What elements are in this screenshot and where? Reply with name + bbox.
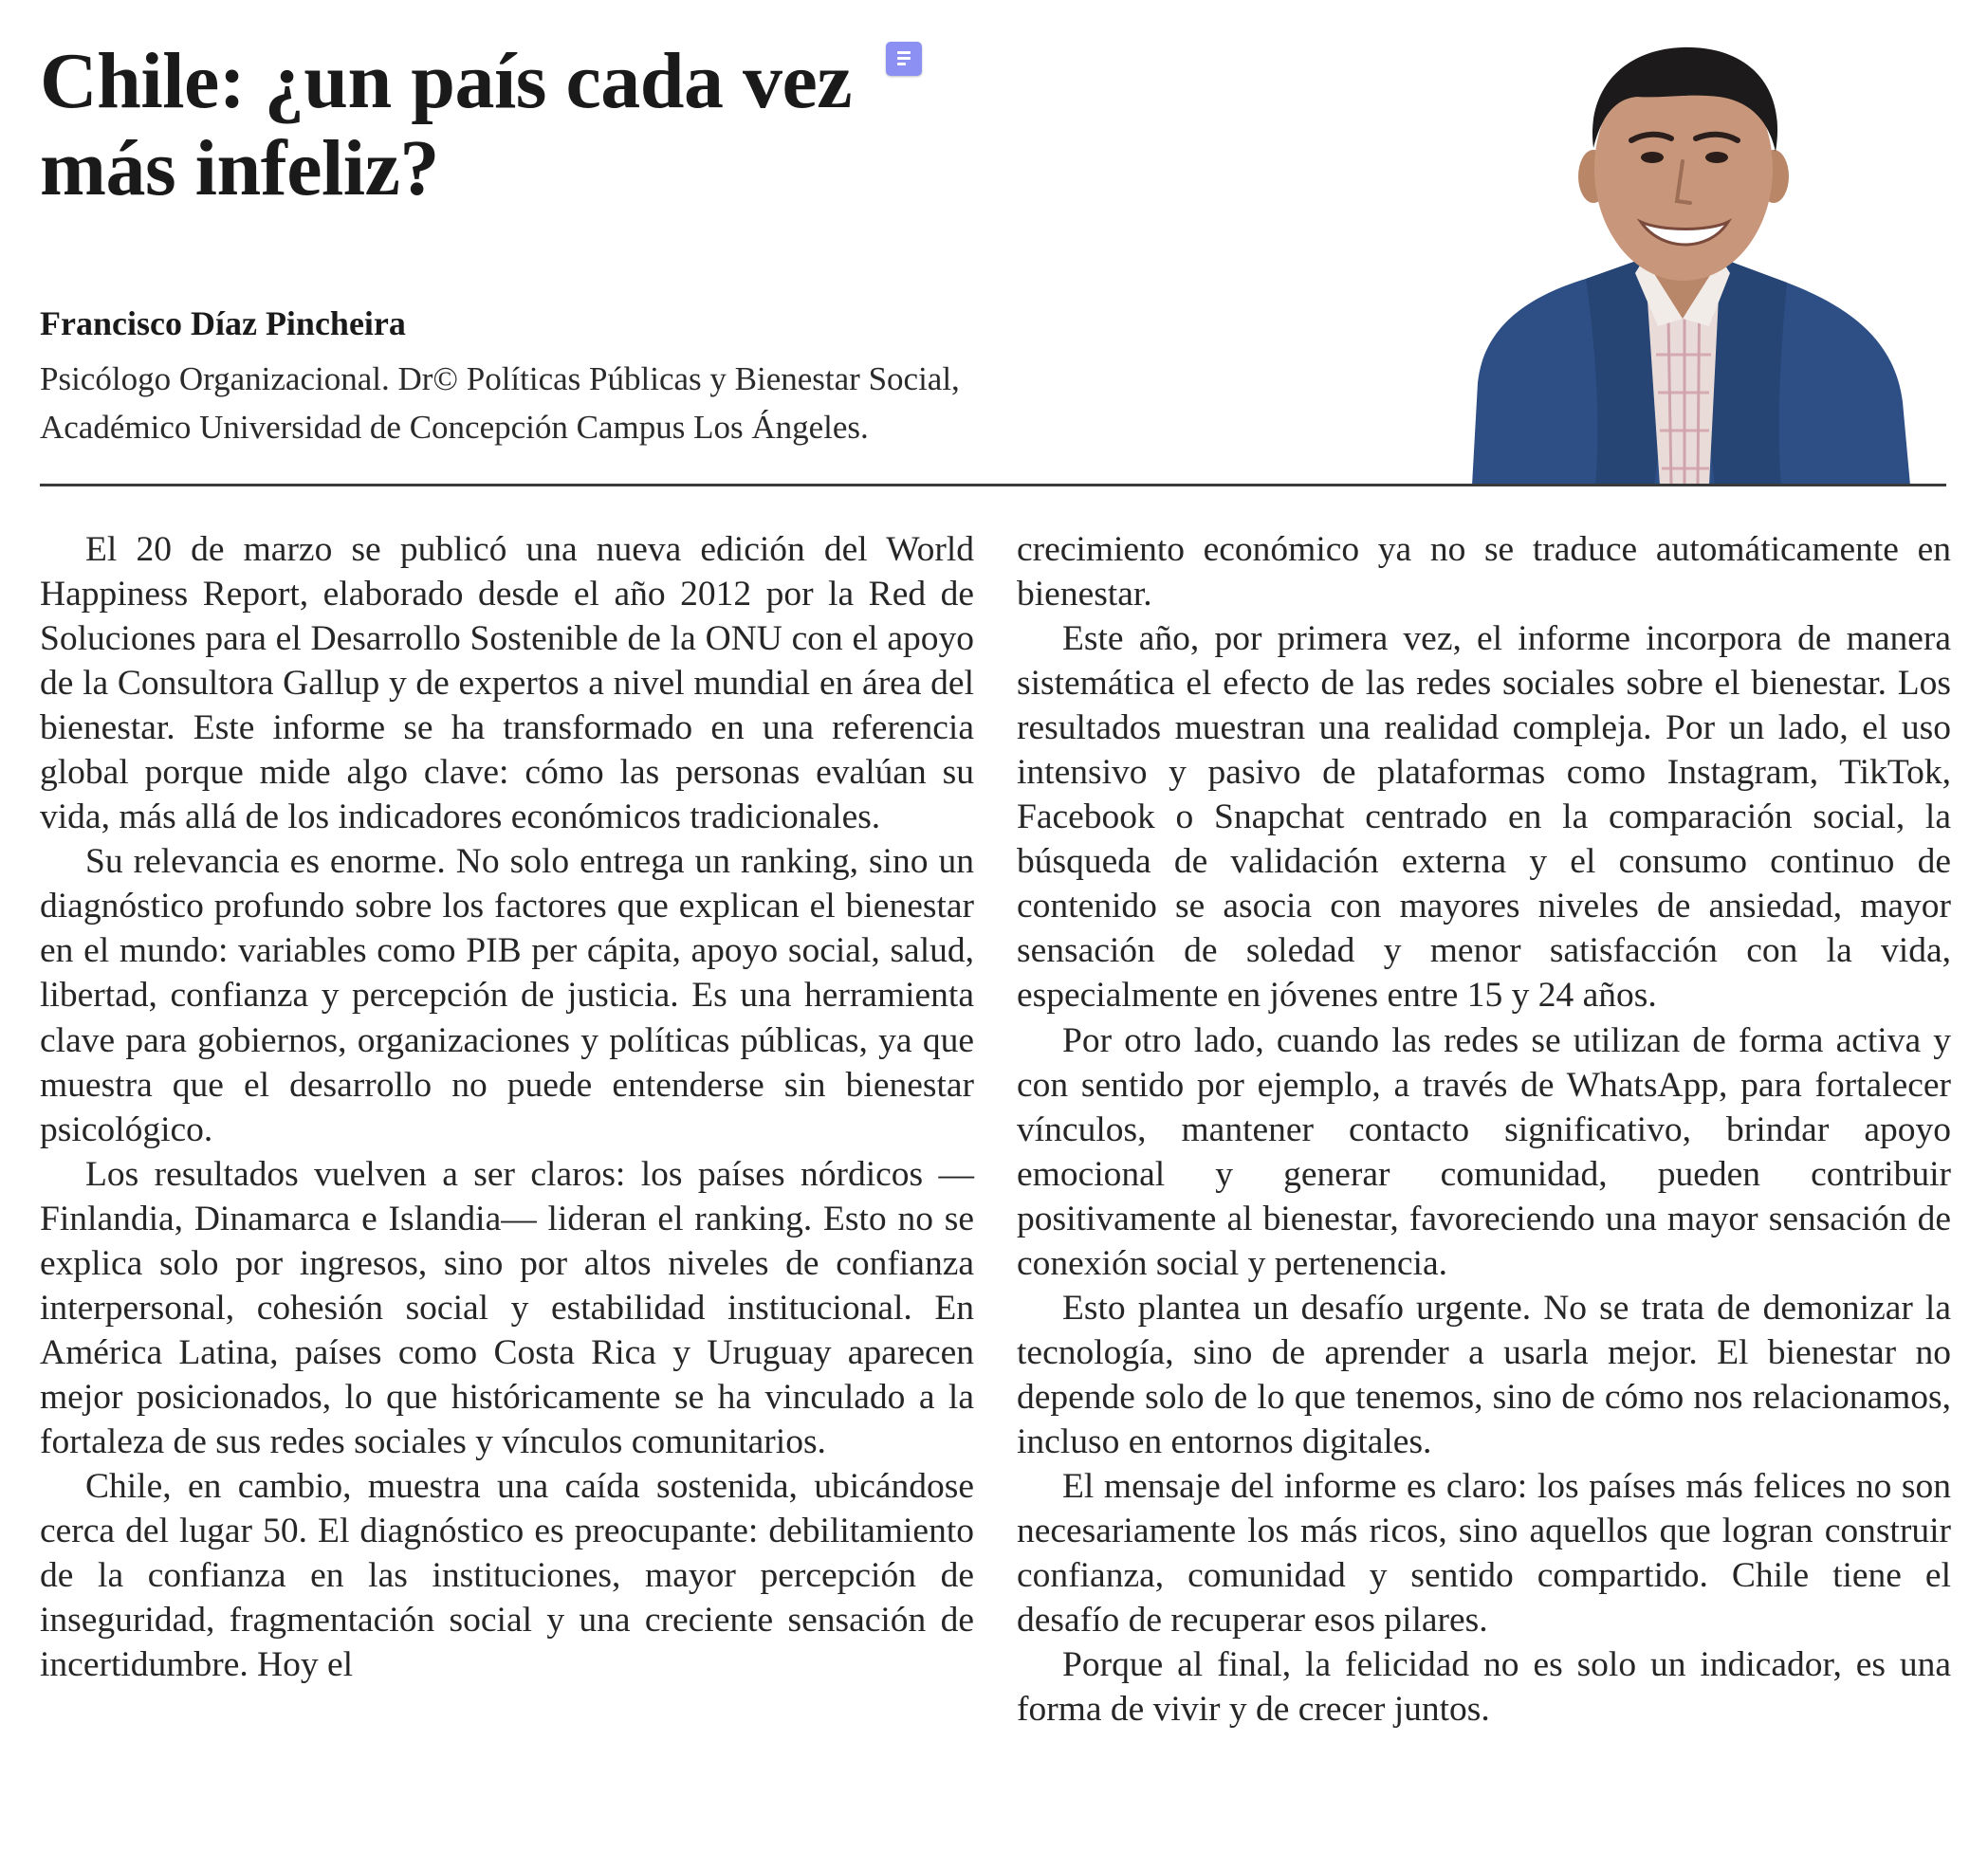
author-name: Francisco Díaz Pincheira: [40, 304, 406, 342]
author-credentials-line-2: Académico Universidad de Concepción Campus Los Ángeles.: [40, 409, 869, 446]
body-paragraph: Chile, en cambio, muestra una caída sostenida, ubicándose cerca del lugar 50. El diagnóstico es preocupante: debilitamiento de la confianza en las instituciones, mayor percepción de inseguridad, fragmentación social y una creciente sensación de incertidumbre. Hoy el: [40, 1466, 974, 1685]
body-paragraph: Porque al final, la felicidad no es solo un indicador, es una forma de vivir y de crecer juntos.: [1017, 1645, 1951, 1730]
body-paragraph: Esto plantea un desafío urgente. No se trata de demonizar la tecnología, sino de aprender a usarla mejor. El bienestar no depende solo de lo que tenemos, sino de cómo nos relacionamos, incluso en entornos digitales.: [1017, 1288, 1951, 1461]
author-credentials-line-1: Psicólogo Organizacional. Dr© Políticas Públicas y Bienestar Social,: [40, 360, 960, 397]
body-paragraph: El mensaje del informe es claro: los países más felices no son necesariamente los más ricos, sino aquellos que logran construir confianza, comunidad y sentido compartido. Chile tiene el desafío de recuperar esos pilares.: [1017, 1466, 1951, 1641]
note-icon[interactable]: [886, 42, 922, 76]
body-paragraph-continued: crecimiento económico ya no se traduce automáticamente en bienestar.: [1017, 530, 1951, 614]
author-portrait: [1434, 42, 1946, 486]
body-column-left: [40, 527, 974, 1687]
body-column-right: [1017, 527, 1951, 1732]
body-paragraph: Este año, por primera vez, el informe incorpora de manera sistemática el efecto de las redes sociales sobre el bienestar. Los resultados muestran una realidad compleja. Por un lado, el uso intensivo y pasivo de plataformas como Instagram, TikTok, Facebook o Snapchat centrado en la comparación social, la búsqueda de validación externa y el consumo continuo de contenido se asocia con mayores niveles de ansiedad, mayor sensación de soledad y menor satisfacción con la vida, especialmente en jóvenes entre 15 y 24 años.: [1017, 619, 1951, 1016]
body-paragraph: Su relevancia es enorme. No solo entrega un ranking, sino un diagnóstico profundo sobre los factores que explican el bienestar en el mundo: variables como PIB per cápita, apoyo social, salud, libertad, confianza y percepción de justicia. Es una herramienta clave para gobiernos, organizaciones y políticas públicas, ya que muestra que el desarrollo no puede entenderse sin bienestar psicológico.: [40, 842, 974, 1149]
body-paragraph: Por otro lado, cuando las redes se utilizan de forma activa y con sentido por ejemplo, a través de WhatsApp, para fortalecer vínculos, mantener contacto significativo, brindar apoyo emocional y generar comunidad, pueden contribuir positivamente al bienestar, favoreciendo una mayor sensación de conexión social y pertenencia.: [1017, 1020, 1951, 1283]
article-title: Chile: ¿un país cada vez más infeliz?: [40, 37, 853, 212]
header-divider: [40, 484, 1946, 486]
author-credentials: [40, 355, 1159, 451]
body-paragraph: El 20 de marzo se publicó una nueva edición del World Happiness Report, elaborado desde el año 2012 por la Red de Soluciones para el Desarrollo Sostenible de la ONU con el apoyo de la Consultora Gallup y de expertos a nivel mundial en área del bienestar. Este informe se ha transformado en una referencia global porque mide algo clave: cómo las personas evalúan su vida, más allá de los indicadores económicos tradicionales.: [40, 530, 974, 837]
body-paragraph: Los resultados vuelven a ser claros: los países nórdicos —Finlandia, Dinamarca e Islandia— lideran el ranking. Esto no se explica solo por ingresos, sino por altos niveles de confianza interpersonal, cohesión social y estabilidad institucional. En América Latina, países como Costa Rica y Uruguay aparecen mejor posicionados, lo que históricamente se ha vinculado a la fortaleza de sus redes sociales y vínculos comunitarios.: [40, 1154, 974, 1461]
